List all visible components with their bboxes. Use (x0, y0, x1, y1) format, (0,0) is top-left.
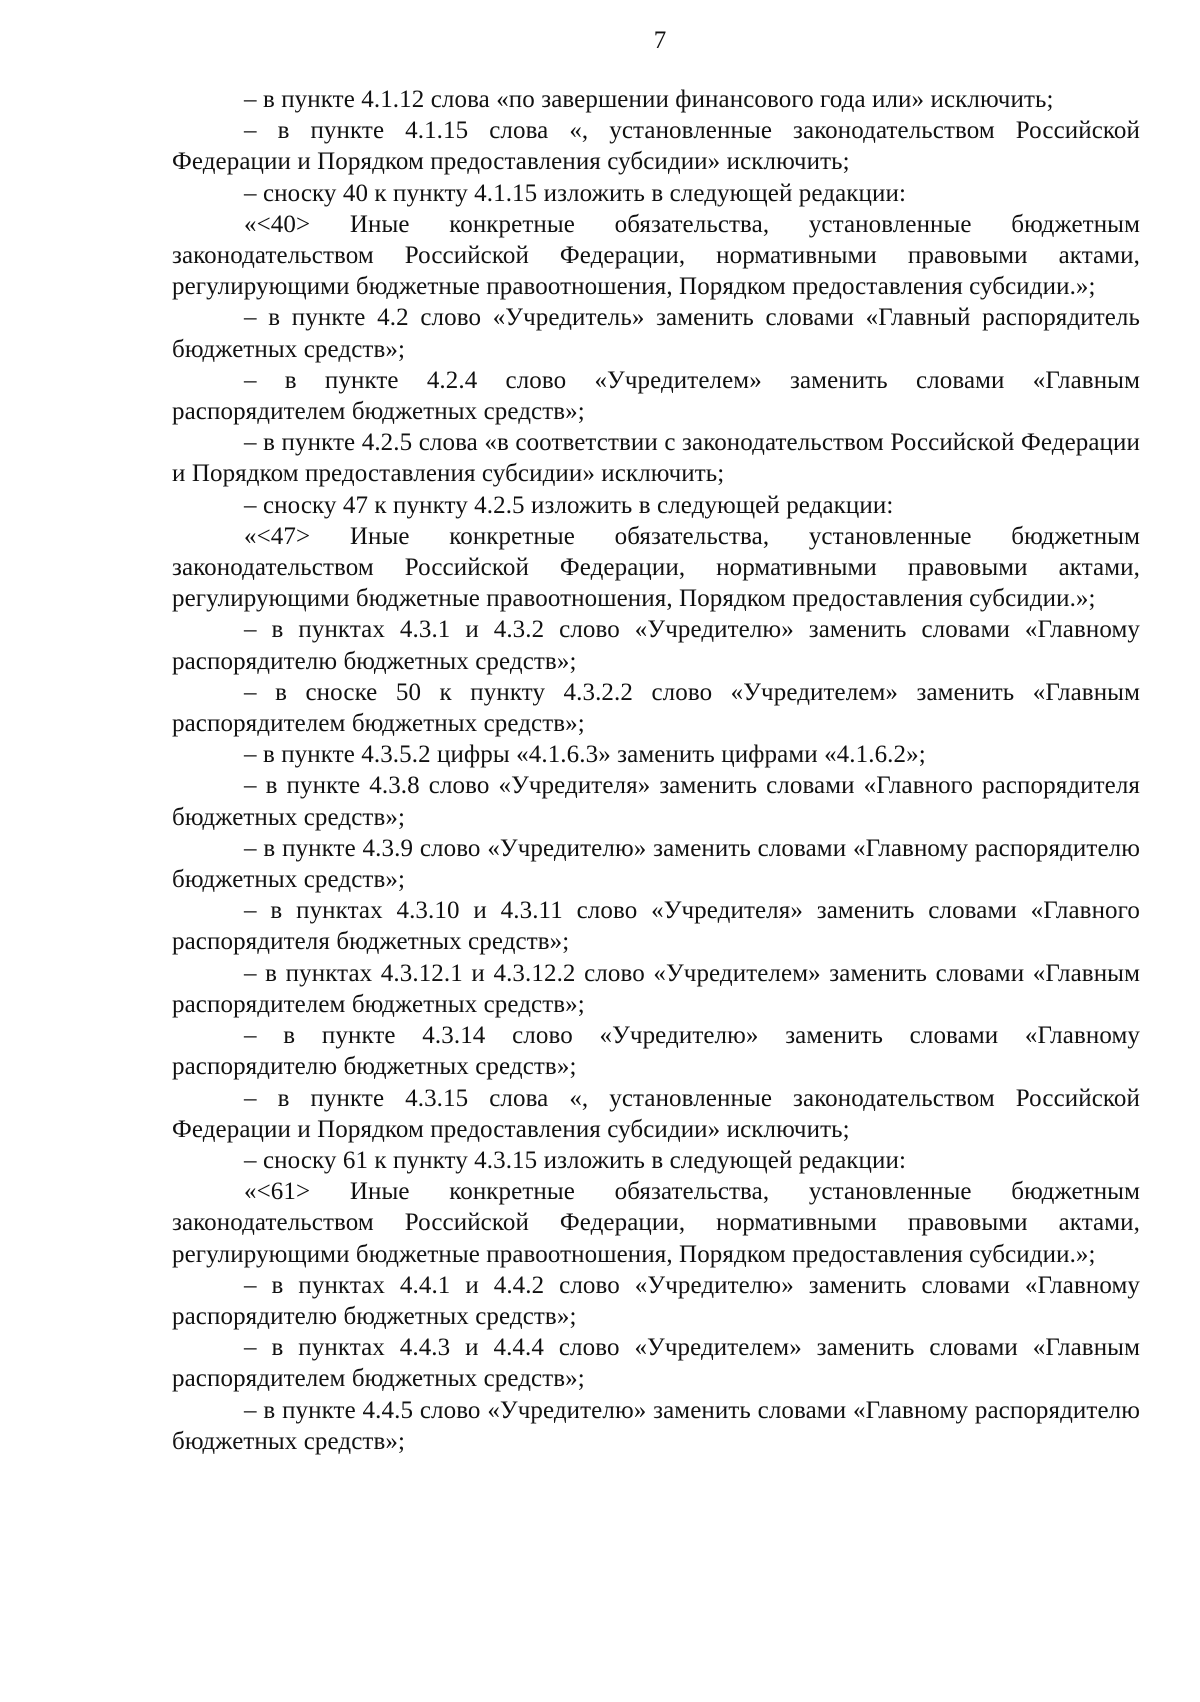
paragraph: – в пункте 4.4.5 слово «Учредителю» заменить словами «Главному распорядителю бюджетных средств»; (172, 1396, 1140, 1455)
paragraph: – в пунктах 4.3.1 и 4.3.2 слово «Учредителю» заменить словами «Главному распорядителю бюджетных средств»; (172, 616, 1140, 675)
paragraph: – в пункте 4.1.15 слова «, установленные законодательством Российской Федерации и Порядком предоставления субсидии» исключить; (172, 117, 1140, 176)
document-body (172, 84, 1140, 1457)
paragraph: – в пункте 4.2.5 слова «в соответствии с законодательством Российской Федерации и Порядком предоставления субсидии» исключить; (172, 429, 1140, 488)
page-number: 7 (653, 27, 667, 54)
footnote-text: «<47> Иные конкретные обязательства, установленные бюджетным законодательством Российской Федерации, нормативными правовыми актами, регулирующими бюджетные правоотношения, Порядком предоставления субсидии.»; (172, 522, 1140, 613)
paragraph: – в пункте 4.3.14 слово «Учредителю» заменить словами «Главному распорядителю бюджетных средств»; (172, 1022, 1140, 1081)
paragraph: – в пунктах 4.3.10 и 4.3.11 слово «Учредителя» заменить словами «Главного распорядителя бюджетных средств»; (172, 897, 1140, 956)
paragraph: – в пункте 4.3.15 слова «, установленные законодательством Российской Федерации и Порядком предоставления субсидии» исключить; (172, 1084, 1140, 1143)
paragraph: – в пункте 4.2.4 слово «Учредителем» заменить словами «Главным распорядителем бюджетных средств»; (172, 366, 1140, 426)
paragraph: – в пункте 4.3.5.2 цифры «4.1.6.3» заменить цифрами «4.1.6.2»; (244, 741, 926, 769)
paragraph: – в пункте 4.3.8 слово «Учредителя» заменить словами «Главного распорядителя бюджетных средств»; (172, 772, 1140, 831)
paragraph: – в пунктах 4.3.12.1 и 4.3.12.2 слово «Учредителем» заменить словами «Главным распорядителем бюджетных средств»; (172, 959, 1140, 1018)
paragraph: – сноску 40 к пункту 4.1.15 изложить в следующей редакции: (244, 179, 907, 207)
paragraph: – в пункте 4.2 слово «Учредитель» заменить словами «Главный распорядитель бюджетных средств»; (172, 304, 1140, 363)
paragraph: – в сноске 50 к пункту 4.3.2.2 слово «Учредителем» заменить «Главным распорядителем бюджетных средств»; (172, 678, 1140, 738)
paragraph: – в пунктах 4.4.3 и 4.4.4 слово «Учредителем» заменить словами «Главным распорядителем бюджетных средств»; (172, 1334, 1140, 1393)
paragraph: – сноску 47 к пункту 4.2.5 изложить в следующей редакции: (244, 491, 894, 519)
footnote-text: «<40> Иные конкретные обязательства, установленные бюджетным законодательством Российской Федерации, нормативными правовыми актами, регулирующими бюджетные правоотношения, Порядком предоставления субсидии.»; (172, 210, 1140, 301)
footnote-text: «<61> Иные конкретные обязательства, установленные бюджетным законодательством Российской Федерации, нормативными правовыми актами, регулирующими бюджетные правоотношения, Порядком предоставления субсидии.»; (172, 1178, 1140, 1268)
paragraph: – в пункте 4.1.12 слова «по завершении финансового года или» исключить; (244, 86, 1054, 113)
paragraph: – в пунктах 4.4.1 и 4.4.2 слово «Учредителю» заменить словами «Главному распорядителю бюджетных средств»; (172, 1271, 1140, 1330)
paragraph: – сноску 61 к пункту 4.3.15 изложить в следующей редакции: (244, 1146, 907, 1174)
paragraph: – в пункте 4.3.9 слово «Учредителю» заменить словами «Главному распорядителю бюджетных средств»; (172, 834, 1140, 894)
